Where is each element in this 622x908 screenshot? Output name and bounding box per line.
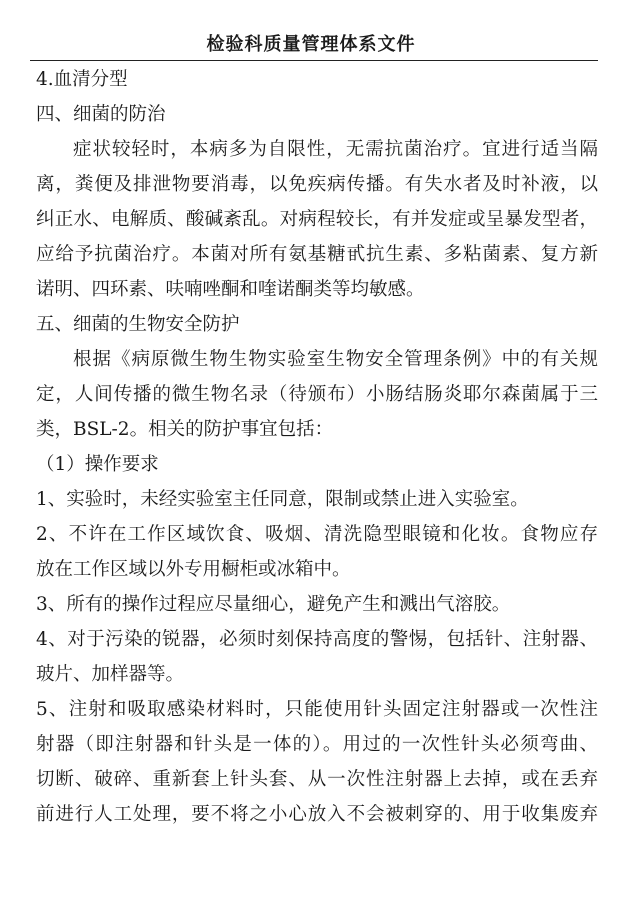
list-item: 4、对于污染的锐器，必须时刻保持高度的警惕，包括针、注射器、 (36, 629, 598, 650)
section-heading-biosafety: 五、细菌的生物安全防护 (36, 314, 240, 335)
paragraph-line: 症状较轻时，本病多为自限性，无需抗菌治疗。宜进行适当隔 (73, 139, 598, 160)
list-item: 5、注射和吸取感染材料时，只能使用针头固定注射器或一次性注 (36, 699, 598, 720)
paragraph-line: 诺明、四环素、呋喃唑酮和喹诺酮类等均敏感。 (36, 279, 425, 300)
list-item: 1、实验时，未经实验室主任同意，限制或禁止进入实验室。 (36, 489, 529, 510)
paragraph-line: 离，粪便及排泄物要消毒，以免疾病传播。有失水者及时补液，以 (36, 174, 598, 195)
list-item: 3、所有的操作过程应尽量细心，避免产生和溅出气溶胶。 (36, 594, 511, 615)
section-heading-prevention: 四、细菌的防治 (36, 104, 166, 125)
paragraph-line: 根据《病原微生物生物实验室生物安全管理条例》中的有关规 (73, 349, 598, 370)
paragraph-line: 应给予抗菌治疗。本菌对所有氨基糖甙抗生素、多粘菌素、复方新 (36, 244, 598, 265)
list-item-continuation: 玻片、加样器等。 (36, 664, 185, 685)
list-item-continuation: 放在工作区域以外专用橱柜或冰箱中。 (36, 559, 351, 580)
list-item-continuation: 切断、破碎、重新套上针头套、从一次性注射器上去掉，或在丢弃 (36, 769, 598, 790)
document-body (36, 62, 598, 832)
list-item-continuation: 前进行人工处理，要不将之小心放入不会被刺穿的、用于收集废弃 (36, 804, 598, 825)
document-header-title: 检验科质量管理体系文件 (206, 34, 416, 55)
list-item: 2、不许在工作区域饮食、吸烟、清洗隐型眼镜和化妆。食物应存 (36, 524, 598, 545)
text-line-serotyping: 4.血清分型 (36, 69, 128, 90)
subheading-operation-requirements: （1）操作要求 (36, 454, 159, 475)
paragraph-line: 定，人间传播的微生物名录（待颁布）小肠结肠炎耶尔森菌属于三 (36, 384, 598, 405)
paragraph-line: 类，BSL-2。相关的防护事宜包括： (36, 419, 334, 440)
document-header (0, 0, 622, 62)
list-item-continuation: 射器（即注射器和针头是一体的）。用过的一次性针头必须弯曲、 (36, 734, 598, 755)
paragraph-line: 纠正水、电解质、酸碱紊乱。对病程较长，有并发症或呈暴发型者， (36, 209, 598, 230)
header-divider (30, 60, 598, 61)
